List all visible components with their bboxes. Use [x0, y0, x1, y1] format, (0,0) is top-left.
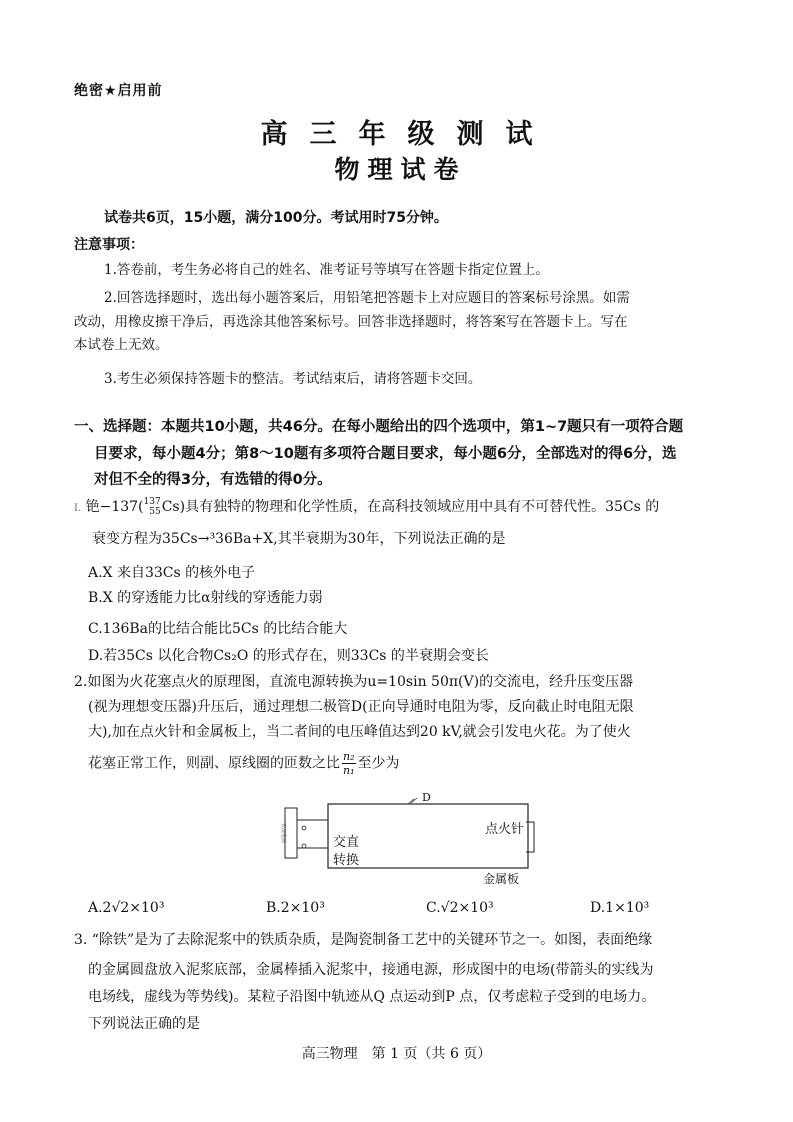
notice-item-3: 3.考生必须保持答题卡的整洁。考试结束后，请将答题卡交回。 [104, 371, 482, 387]
question-2-line-2: (视为理想变压器)升压后，通过理想二极管D(正向导通时电阻为零，反向截止时电阻无限 [88, 699, 634, 715]
question-1-lead: 铯−137( [85, 499, 144, 515]
question-3-line-3: 电场线，虚线为等势线)。某粒子沿图中轨迹从Q 点运动到P 点，仅考虑粒子受到的电场力。 [88, 989, 656, 1005]
metal-plate-label: 金属板 [483, 872, 520, 886]
mass-number: 137 [143, 497, 161, 507]
notice-heading: 注意事项： [74, 237, 144, 253]
notice-item-2-line-2: 改动，用橡皮擦干净后，再选涂其他答案标号。回答非选择题时，将答案写在答题卡上。写在 [74, 314, 628, 330]
question-3-line-2: 的金属圆盘放入泥浆底部，金属棒插入泥浆中，接通电源，形成图中的电场(带箭头的实线为 [88, 962, 654, 978]
notice-item-2-line-1: 2.回答选择题时，选出每小题答案后，用铅笔把答题卡上对应题目的答案标号涂黑。如需 [104, 290, 630, 306]
question-3-line-4: 下列说法正确的是 [88, 1016, 200, 1032]
section-1-line-1: 一、选择题：本题共10小题，共46分。在每小题给出的四个选项中，第1~7题只有一项符合题 [74, 419, 684, 435]
question-2-line-4-pre: 花塞正常工作，则副、原线圈的匝数之比 [88, 755, 340, 772]
terminal-icon [302, 826, 306, 830]
question-1-option-d: D.若35Cs 以化合物Cs₂O 的形式存在，则33Cs 的半衰期会变长 [88, 648, 489, 664]
converter-label-line-1: 交直 [333, 835, 360, 850]
spark-plug-circuit-diagram [280, 790, 550, 890]
question-1-option-c: C.136Ba的比结合能比5Cs 的比结合能大 [88, 621, 348, 637]
diode-label: D [422, 791, 431, 804]
converter-label-line-2: 转换 [333, 853, 360, 868]
question-1-line-2: 衰变方程为35Cs→³36Ba+X,其半衰期为30年，下列说法正确的是 [92, 531, 506, 547]
turns-ratio-numerator: n₂ [343, 750, 355, 763]
exam-subtitle: 物理试卷 [334, 155, 467, 184]
turns-ratio-fraction [342, 750, 356, 777]
exam-title: 高三年级测试 [260, 119, 555, 150]
question-2-line-4-post: 至少为 [357, 755, 400, 772]
section-1-line-2: 目要求，每小题4分；第8～10题有多项符合题目要求，每小题6分，全部选对的得6分，选 [94, 446, 677, 462]
question-2-option-a: A.2√2×10³ [88, 900, 165, 916]
turns-ratio-denominator: n₁ [343, 764, 355, 777]
question-3-line-1: 3. “除铁”是为了去除泥浆中的铁质杂质，是陶瓷制备工艺中的关键环节之一。如图，表面绝缘 [74, 932, 653, 948]
question-1-option-b: B.X 的穿透能力比α射线的穿透能力弱 [88, 590, 323, 606]
page-footer: 高三物理 第 1 页（共 6 页） [301, 1046, 492, 1062]
terminal-icon [302, 844, 306, 848]
question-1-rest: )具有独特的物理和化学性质，在高科技领域应用中具有不可替代性。35Cs 的 [179, 499, 660, 515]
question-1-line-1 [74, 494, 659, 522]
question-2-option-d: D.1×10³ [590, 900, 650, 916]
element-symbol: Cs [161, 499, 180, 515]
question-2-option-c: C.√2×10³ [426, 900, 494, 916]
dc-source-label: 直流电源 [280, 822, 286, 844]
question-2-line-3: 大),加在点火针和金属板上，当二者间的电压峰值达到20 kV,就会引发电火花。为了使火 [88, 724, 631, 740]
question-2-line-4 [88, 750, 400, 777]
nuclide-notation [144, 497, 161, 517]
notice-item-2-line-3: 本试卷上无效。 [74, 337, 169, 353]
confidential-mark: 绝密★启用前 [74, 83, 163, 99]
atomic-number: 55 [149, 507, 161, 517]
notice-item-1: 1.答卷前，考生务必将自己的姓名、准考证号等填写在答题卡指定位置上。 [104, 262, 549, 278]
spark-needle-label: 点火针 [485, 822, 525, 837]
exam-info: 试卷共6页，15小题，满分100分。考试用时75分钟。 [104, 210, 448, 226]
question-1-option-a: A.X 来自33Cs 的核外电子 [88, 565, 256, 581]
question-1-number: I. [74, 503, 82, 514]
question-2-option-b: B.2×10³ [266, 900, 325, 916]
spark-needle-icon [526, 822, 534, 852]
question-2-line-1: 2.如图为火花塞点火的原理图，直流电源转换为u=10sin 50π(V)的交流电，经升压变压器 [74, 674, 634, 690]
section-1-line-3: 对但不全的得3分，有选错的得0分。 [94, 472, 332, 488]
